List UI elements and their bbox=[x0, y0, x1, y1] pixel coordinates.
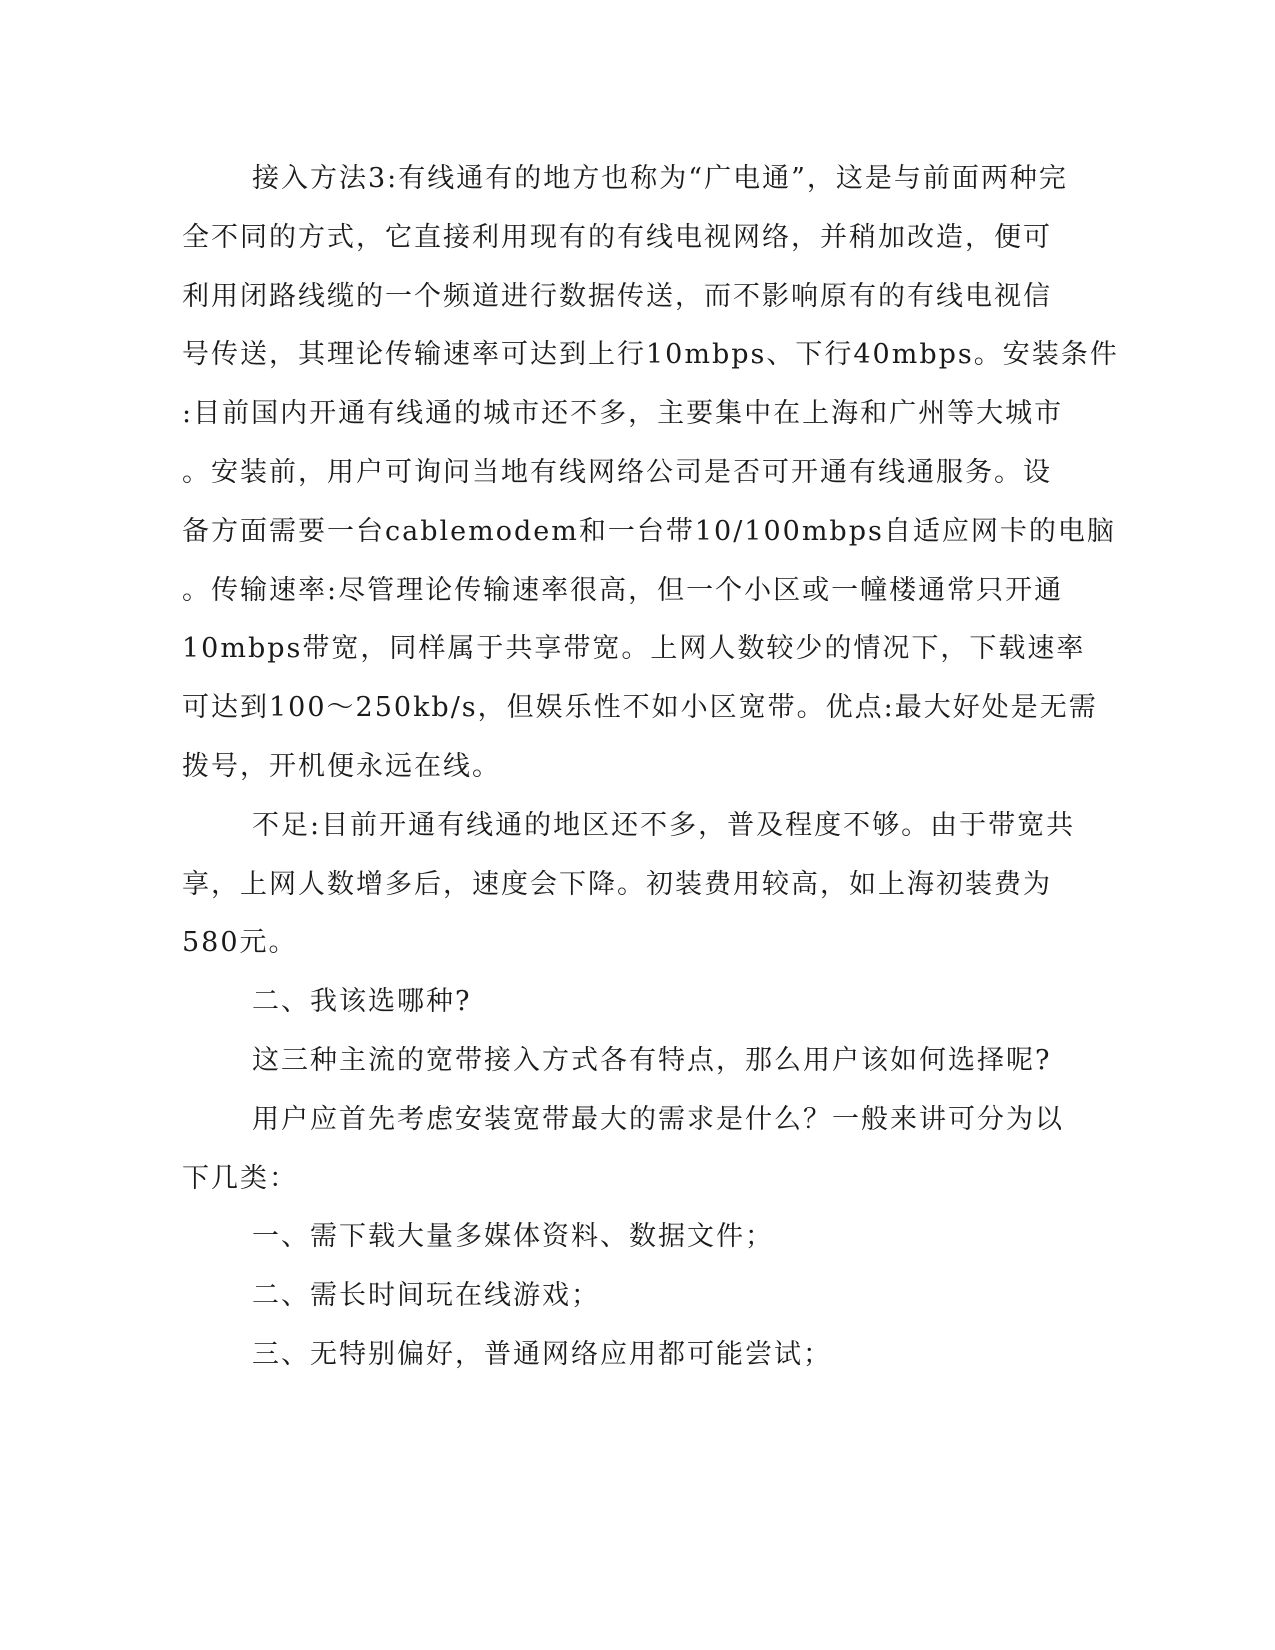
text-line: 可达到100～250kb/s，但娱乐性不如小区宽带。优点:最大好处是无需 bbox=[182, 692, 1098, 724]
document-page bbox=[182, 150, 1119, 1385]
text-line: 不足:目前开通有线通的地区还不多，普及程度不够。由于带宽共 bbox=[252, 809, 1076, 841]
text-line: 10mbps带宽，同样属于共享带宽。上网人数较少的情况下，下载速率 bbox=[182, 633, 1086, 665]
text-line: 号传送，其理论传输速率可达到上行10mbps、下行40mbps。安装条件 bbox=[182, 339, 1119, 371]
text-line: 享，上网人数增多后，速度会下降。初装费用较高，如上海初装费为 bbox=[182, 868, 1052, 900]
text-line: 580元。 bbox=[182, 927, 298, 959]
text-line: 这三种主流的宽带接入方式各有特点，那么用户该如何选择呢? bbox=[252, 1044, 1052, 1076]
list-item: 二、需长时间玩在线游戏； bbox=[252, 1280, 600, 1312]
text-line: :目前国内开通有线通的城市还不多，主要集中在上海和广州等大城市 bbox=[182, 398, 1064, 430]
list-item: 一、需下载大量多媒体资料、数据文件； bbox=[252, 1221, 774, 1253]
section-heading: 二、我该选哪种? bbox=[252, 986, 472, 1018]
list-item: 三、无特别偏好，普通网络应用都可能尝试； bbox=[252, 1338, 832, 1370]
text-line: 下几类： bbox=[182, 1162, 298, 1194]
text-line: 。传输速率:尽管理论传输速率很高，但一个小区或一幢楼通常只开通 bbox=[182, 574, 1064, 606]
text-line: 。安装前，用户可询问当地有线网络公司是否可开通有线通服务。设 bbox=[182, 456, 1052, 488]
text-line: 备方面需要一台cablemodem和一台带10/100mbps自适应网卡的电脑 bbox=[182, 515, 1116, 547]
text-line: 拨号，开机便永远在线。 bbox=[182, 750, 501, 782]
text-line: 用户应首先考虑安装宽带最大的需求是什么？一般来讲可分为以 bbox=[252, 1103, 1064, 1135]
text-line: 全不同的方式，它直接利用现有的有线电视网络，并稍加改造，便可 bbox=[182, 221, 1052, 253]
text-line: 接入方法3:有线通有的地方也称为“广电通”，这是与前面两种完 bbox=[252, 163, 1068, 194]
text-line: 利用闭路线缆的一个频道进行数据传送，而不影响原有的有线电视信 bbox=[182, 280, 1052, 312]
